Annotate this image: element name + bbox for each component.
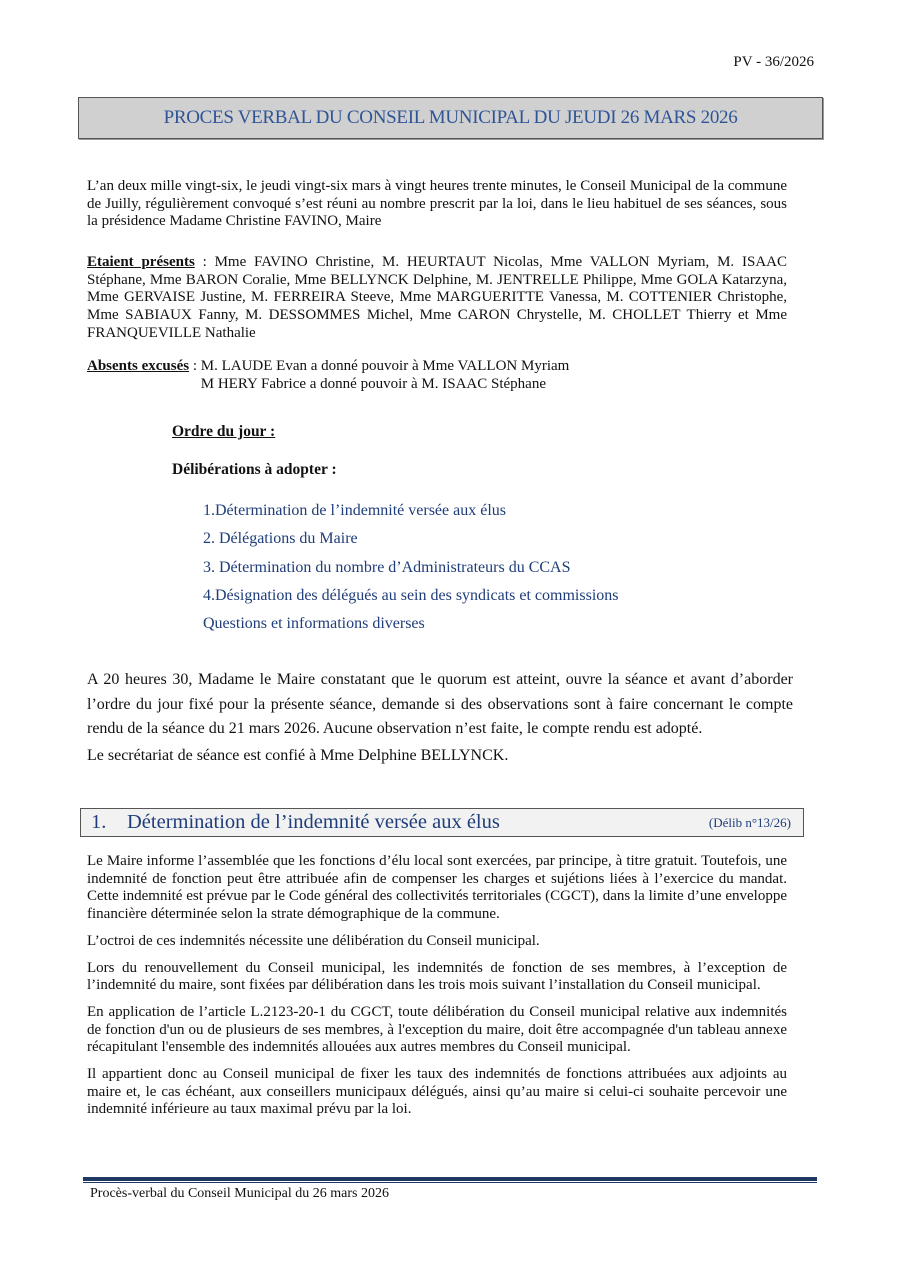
body-paragraph: Le Maire informe l’assemblée que les fonctions d’élu local sont exercées, par principe, à titre gratuit. Toutefois, une indemnité de fonction peut être attribuée afin de compenser les charges et sujétions liées à l’exercice du mandat. Cette indemnité est prévue par le Code général des collectivités territoriales (CGCT), dans la limite d’une enveloppe financière déterminée selon la strate démographique de la commune. xyxy=(87,853,787,923)
opening-paragraph: A 20 heures 30, Madame le Maire constatant que le quorum est atteint, ouvre la séance et avant d’aborder l’ordre du jour fixé pour la présente séance, demande si des observations sont à faire concernant le compte rendu de la séance du 21 mars 2026. Aucune observation n’est faite, le compte rendu est adopté. xyxy=(87,671,793,737)
secretary-paragraph: Le secrétariat de séance est confié à Mme Delphine BELLYNCK. xyxy=(87,747,509,764)
section-body xyxy=(87,853,787,1128)
agenda-subtitle: Délibérations à adopter : xyxy=(172,461,337,478)
agenda-item: 3. Détermination du nombre d’Administrateurs du CCAS xyxy=(203,558,571,576)
agenda-item: 2. Délégations du Maire xyxy=(203,530,358,548)
section-number: 1. xyxy=(91,811,107,833)
absent-separator: : xyxy=(189,358,201,374)
attendees-present xyxy=(87,254,787,343)
section-heading-box xyxy=(80,808,804,837)
absent-label: Absents excusés xyxy=(87,358,190,374)
agenda-item: 4.Désignation des délégués au sein des syndicats et commissions xyxy=(203,586,619,604)
agenda-title: Ordre du jour : xyxy=(172,423,276,440)
present-list: : Mme FAVINO Christine, M. HEURTAUT Nicolas, Mme VALLON Myriam, M. ISAAC Stéphane, Mme BARON Coralie, Mme BELLYNCK Delphine, M. JENTRELLE Philippe, Mme GOLA Katarzyna, Mme GERVAISE Justine, M. FERREIRA Steeve, Mme MARGUERITTE Vanessa, M. COTTENIER Christophe, Mme SABIAUX Fanny, M. DESSOMMES Michel, Mme CARON Chrystelle, M. CHOLLET Thierry et Mme FRANQUEVILLE Nathalie xyxy=(87,254,787,341)
agenda-list xyxy=(203,497,618,638)
attendees-absent xyxy=(87,358,787,393)
intro-paragraph: L’an deux mille vingt-six, le jeudi vingt-six mars à vingt heures trente minutes, le Conseil Municipal de la commune de Juilly, régulièrement convoqué s’est réuni au nombre prescrit par la loi, dans le lieu habituel de ses séances, sous la présidence Madame Christine FAVINO, Maire xyxy=(87,178,787,230)
body-paragraph: Il appartient donc au Conseil municipal de fixer les taux des indemnités de fonctions attribuées aux adjoints au maire et, le cas échéant, aux conseillers municipaux délégués, ainsi qu’au maire si celui-ci souhaite percevoir une indemnité inférieure au taux maximal prévu par la loi. xyxy=(87,1066,787,1118)
page-reference: PV - 36/2026 xyxy=(733,54,814,70)
section-title: Détermination de l’indemnité versée aux élus xyxy=(127,811,500,833)
absent-line: M HERY Fabrice a donné pouvoir à M. ISAAC Stéphane xyxy=(200,375,546,392)
present-label: Etaient présents xyxy=(87,254,195,270)
agenda-item: Questions et informations diverses xyxy=(203,615,425,633)
footer-divider-thin xyxy=(83,1182,817,1183)
footer-text: Procès-verbal du Conseil Municipal du 26 mars 2026 xyxy=(90,1186,390,1201)
body-paragraph: L’octroi de ces indemnités nécessite une délibération du Conseil municipal. xyxy=(87,932,540,949)
absent-line: M. LAUDE Evan a donné pouvoir à Mme VALLON Myriam xyxy=(200,358,570,374)
agenda-item: 1.Détermination de l’indemnité versée aux élus xyxy=(203,502,507,519)
body-paragraph: En application de l’article L.2123-20-1 du CGCT, toute délibération du Conseil municipal relative aux indemnités de fonction d'un ou de plusieurs de ses membres, à l'exception du maire, doit être accompagnée d'un tableau annexe récapitulant l'ensemble des indemnités allouées aux autres membres du Conseil municipal. xyxy=(87,1003,787,1056)
body-paragraph: Lors du renouvellement du Conseil municipal, les indemnités de fonction de ses membres, à l’exception de l’indemnité du maire, sont fixées par délibération dans les trois mois suivant l’installation du Conseil municipal. xyxy=(87,959,787,994)
footer-divider xyxy=(83,1177,817,1181)
document-title: PROCES VERBAL DU CONSEIL MUNICIPAL DU JEUDI 26 MARS 2026 xyxy=(163,107,738,128)
document-title-box xyxy=(78,97,823,139)
deliberation-ref: (Délib n°13/26) xyxy=(708,814,791,830)
